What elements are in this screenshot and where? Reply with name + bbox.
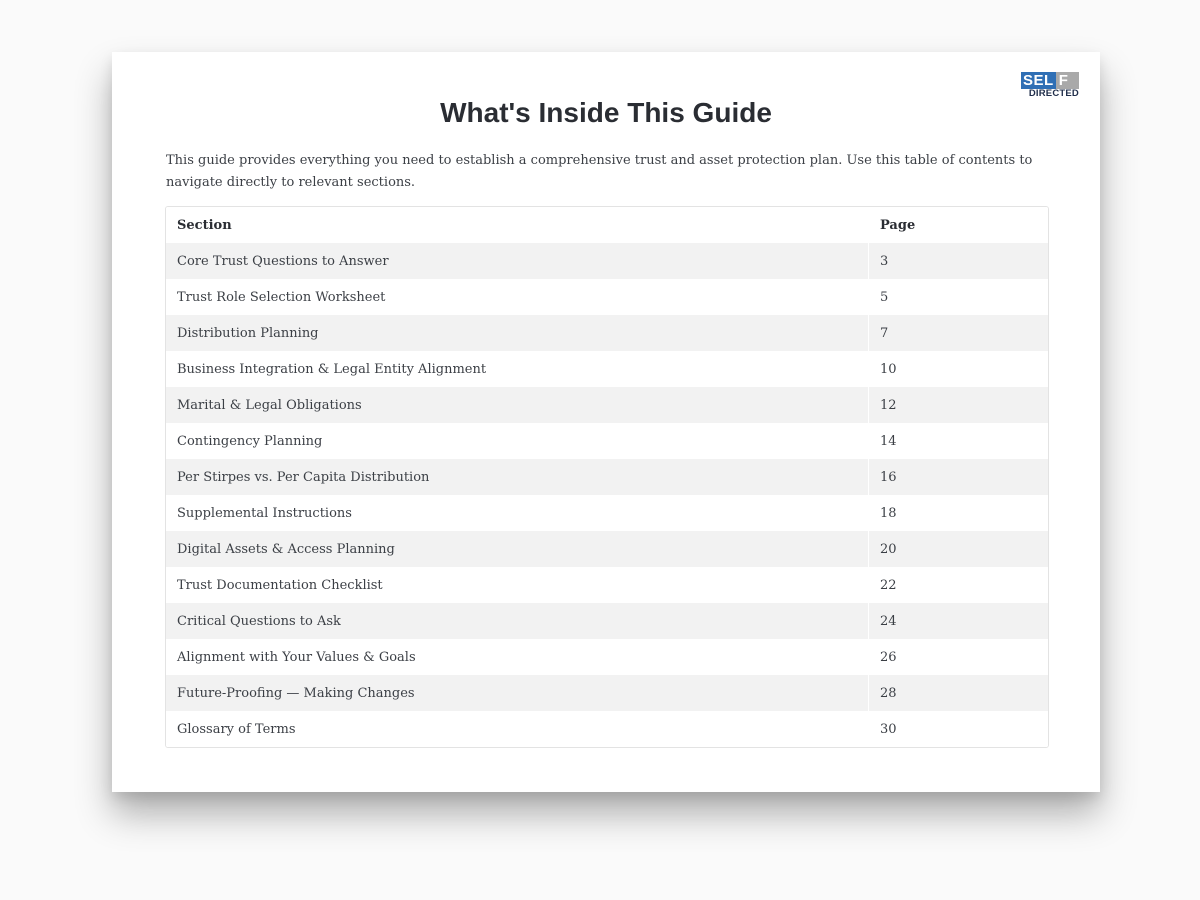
- row-page: 10: [880, 361, 897, 377]
- row-page: 22: [880, 577, 897, 593]
- row-page: 18: [880, 505, 897, 521]
- row-page: 30: [880, 721, 897, 737]
- table-row[interactable]: [166, 531, 1048, 567]
- header-page: Page: [880, 217, 916, 233]
- logo-top: [1021, 72, 1079, 89]
- row-page: 14: [880, 433, 897, 449]
- row-section: Business Integration & Legal Entity Alignment: [166, 351, 869, 387]
- row-page: 3: [880, 253, 889, 269]
- row-section: Trust Documentation Checklist: [166, 567, 869, 603]
- table-row[interactable]: [166, 423, 1048, 459]
- table-row[interactable]: [166, 387, 1048, 423]
- table-row[interactable]: [166, 315, 1048, 351]
- table-row[interactable]: [166, 495, 1048, 531]
- page-title: What's Inside This Guide: [440, 97, 772, 128]
- row-section: Alignment with Your Values & Goals: [166, 639, 869, 675]
- row-section: Supplemental Instructions: [166, 495, 869, 531]
- document-page: [112, 52, 1100, 792]
- logo-text-f: F: [1056, 72, 1079, 89]
- table-of-contents: [165, 206, 1049, 748]
- row-section: Per Stirpes vs. Per Capita Distribution: [166, 459, 869, 495]
- table-row[interactable]: [166, 603, 1048, 639]
- row-section: Core Trust Questions to Answer: [166, 243, 869, 279]
- table-row[interactable]: [166, 351, 1048, 387]
- row-section: Glossary of Terms: [166, 711, 869, 747]
- row-page: 20: [880, 541, 897, 557]
- row-page: 24: [880, 613, 897, 629]
- row-section: Marital & Legal Obligations: [166, 387, 869, 423]
- table-row[interactable]: [166, 459, 1048, 495]
- row-page: 28: [880, 685, 897, 701]
- table-row[interactable]: [166, 279, 1048, 315]
- table-row[interactable]: [166, 711, 1048, 747]
- intro-paragraph: This guide provides everything you need to establish a comprehensive trust and asset protection plan. Use this table of contents to navigate directly to relevant sections.: [166, 153, 1033, 190]
- row-section: Contingency Planning: [166, 423, 869, 459]
- table-row[interactable]: [166, 567, 1048, 603]
- row-section: Critical Questions to Ask: [166, 603, 869, 639]
- row-page: 12: [880, 397, 897, 413]
- table-row[interactable]: [166, 243, 1048, 279]
- logo-text-directed: DIRECTED: [1028, 88, 1079, 99]
- row-page: 5: [880, 289, 889, 305]
- table-row[interactable]: [166, 639, 1048, 675]
- logo-text-sel: SEL: [1023, 72, 1054, 89]
- row-section: Trust Role Selection Worksheet: [166, 279, 869, 315]
- table-row[interactable]: [166, 675, 1048, 711]
- table-header-row: [166, 207, 1048, 243]
- row-page: 26: [880, 649, 897, 665]
- row-page: 7: [880, 325, 889, 341]
- row-section: Distribution Planning: [166, 315, 869, 351]
- row-section: Future-Proofing — Making Changes: [166, 675, 869, 711]
- row-section: Digital Assets & Access Planning: [166, 531, 869, 567]
- row-page: 16: [880, 469, 897, 485]
- header-section: Section: [166, 207, 869, 243]
